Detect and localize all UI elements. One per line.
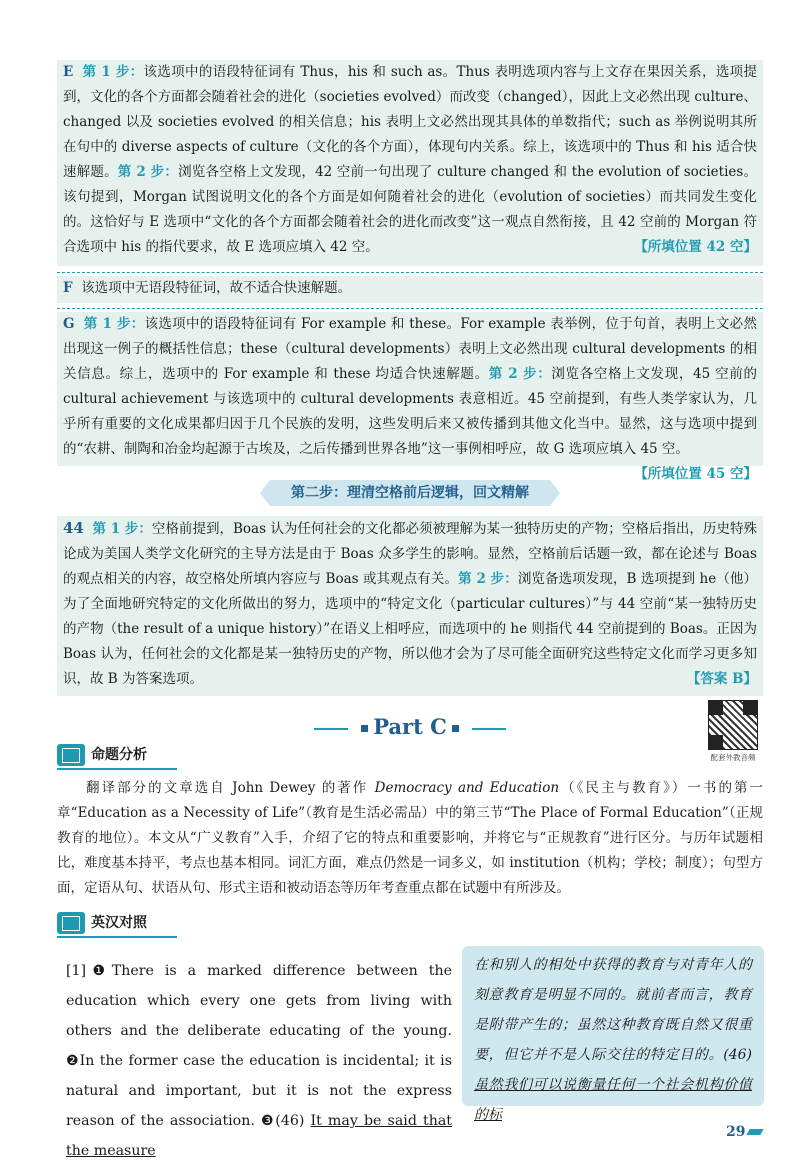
page-marker-icon: [747, 1129, 764, 1135]
section-2-title: 第二步：理清空格前后逻辑，回文精解: [270, 480, 550, 506]
heading-rule-right: [472, 728, 506, 730]
analysis-text-a: 翻译部分的文章选自 John Dewey 的著作: [84, 780, 375, 796]
step-1-label: 第 1 步：: [92, 521, 152, 537]
option-g-label: G: [63, 316, 75, 332]
option-f-explanation: [57, 276, 763, 303]
english-text: [1]❶There is a marked difference between the education which every one gets from living with others and the deliberate educating of the young. ❷In the former case the education is incidental; it is natural and important, but it is not the express reason of the association. ❸(46): [66, 963, 452, 1129]
heading-underline: [57, 768, 177, 770]
option-g-step1-text: 该选项中的语段特征词有 For example 和 these。For example 表举例，位于句首，表明上文必然出现这一例子的概括性信息；these（cultural developments）表明上文必然出现 cultural developments 的相关信息。综上，选项中的 For example 和 these 均适合快速解题。: [63, 316, 757, 382]
chinese-text: 在和别人的相处中获得的教育与对青年人的刻意教育是明显不同的。就前者而言，教育是附带产生的；虽然这种教育既自然又很重要，但它并不是人际交往的特定目的。(46): [474, 957, 752, 1063]
english-passage: [66, 956, 452, 1166]
option-e-label: E: [63, 64, 74, 80]
qr-code-icon[interactable]: [708, 700, 758, 750]
analysis-text-b: （《民主与教育》）一书的第一章“Education as a Necessity of Life”（教育是生活必需品）中的第三节“The Place of Formal Education”（正规教育的地位）。本文从“广义教育”入手，介绍了它的特点和重要影响，并将它与“正规教育”进行区分。与历年试题相比，难度基本持平，考点也基本相同。词汇方面，难点仍然是一词多义，如 institution（机构；学校；制度）；句型方面，定语从句、状语从句、形式主语和被动语态等历年考查重点都在试题中有所涉及。: [57, 780, 764, 896]
divider: [57, 272, 763, 273]
bilingual-heading-text: 英汉对照: [91, 915, 147, 931]
part-c-title: Part C: [373, 714, 447, 739]
qr-caption: 配套外教音频: [710, 753, 756, 762]
square-ornament-icon: [361, 725, 368, 732]
analysis-heading: [57, 744, 197, 766]
book-icon: [57, 912, 85, 934]
option-f-text: 该选项中无语段特征词，故不适合快速解题。: [81, 280, 352, 296]
question-44-step1-text: 空格前提到，Boas 认为任何社会的文化都必须被理解为某一独特历史的产物；空格后指出，历史特殊论成为美国人类学文化研究的主导方法是由于 Boas 众多学生的影响。显然，空格前后话题一致，都在论述与 Boas 的观点相关的内容，故空格处所填内容应与 Boas 或其观点有关。: [63, 521, 757, 587]
heading-rule-left: [314, 728, 348, 730]
divider: [57, 308, 763, 309]
option-e-step1-text: 该选项中的语段特征词有 Thus，his 和 such as。Thus 表明选项内容与上文存在果因关系，选项提到，文化的各个方面都会随着社会的进化（societies evolved）而改变（changed），因此上文必然出现 culture、changed 以及 societies evolved 的相关信息；his 表明上文必然出现其具体的单数指代；such as 举例说明其所在句中的 diverse aspects of culture（文化的各个方面），体现句内关系。综上，该选项中的 Thus 和 his 适合快速解题。: [63, 64, 757, 180]
english-underlined-46: It may be said that the measure: [66, 1113, 452, 1159]
option-e-explanation: [57, 60, 763, 266]
answer-position-45: 【所填位置 45 空】: [634, 466, 757, 482]
analysis-heading-text: 命题分析: [91, 747, 147, 763]
option-e-step2-text: 浏览各空格上文发现，42 空前一句出现了 culture changed 和 the evolution of societies。该句提到，Morgan 试图说明文化的各个方面是如何随着社会的进化（evolution of societies）而共同发生变化的。这恰好与 E 选项中“文化的各个方面都会随着社会的进化而改变”这一观点自然衔接，且 42 空前的 Morgan 符合选项中 his 的指代要求，故 E 选项应填入 42 空。: [63, 164, 758, 255]
step-2-label: 第 2 步：: [458, 571, 518, 587]
question-44-explanation: [57, 516, 763, 696]
book-title: Democracy and Education: [374, 780, 560, 796]
step-2-label: 第 2 步：: [117, 164, 179, 180]
question-44-step2-text: 浏览备选项发现，B 选项提到 he（他）为了全面地研究特定的文化所做出的努力，选项中的“特定文化（particular cultures）”与 44 空前“某一独特历史的产物（the result of a unique history）”在语义上相呼应，而选项中的 he 则指代 44 空前提到的 Boas。正因为 Boas 认为，任何社会的文化都是某一独特历史的产物，所以他才会为了尽可能全面研究这些特定文化而学习更多知识，故 B 为答案选项。: [63, 571, 757, 687]
square-ornament-icon: [452, 725, 459, 732]
answer-position-42: 【所填位置 42 空】: [634, 239, 757, 255]
analysis-paragraph: [57, 776, 763, 901]
answer-b: 【答案 B】: [686, 671, 757, 687]
option-g-step2-text: 浏览各空格上文发现，45 空前的 cultural achievement 与该选项中的 cultural developments 表意相近。45 空前提到，有些人类学家认为，几乎所有重要的文化成果都归因于几个民族的发明，这些发明后来又被传播到其他文化当中。显然，这与选项中提到的“农耕、制陶和冶金均起源于古埃及，之后传播到世界各地”这一事例相呼应，故 G 选项应填入 45 空。: [63, 366, 757, 457]
page-number: [726, 1124, 762, 1140]
step-2-label: 第 2 步：: [488, 366, 552, 382]
option-f-label: F: [63, 280, 73, 296]
bilingual-heading: [57, 912, 197, 934]
page-number-text: 29: [726, 1124, 746, 1140]
book-icon: [57, 744, 85, 766]
heading-underline: [57, 936, 177, 938]
step-1-label: 第 1 步：: [82, 64, 144, 80]
chinese-underlined-46: 虽然我们可以说衡量任何一个社会机构价值的标: [474, 1077, 752, 1123]
option-g-explanation: [57, 312, 763, 482]
chinese-translation-box: [462, 946, 764, 1123]
step-1-label: 第 1 步：: [83, 316, 145, 332]
question-44-label: 44: [63, 519, 84, 537]
part-c-heading: [310, 714, 510, 739]
